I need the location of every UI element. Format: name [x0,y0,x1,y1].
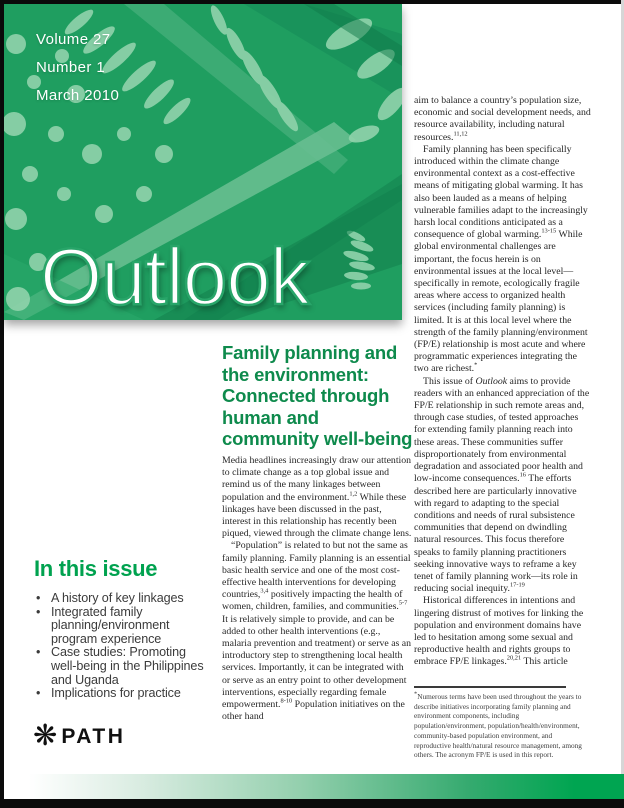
issue-item-label: Case studies: Promoting well-being in the Philippines and Uganda [51,645,204,687]
masthead-number: Number 1 [36,59,106,76]
body-paragraph: Media headlines increasingly draw our attention to climate change as a top global issue and remind us of the many linkages between population and the environment.$^{1,2}$ While these linkages have been discussed in the past, interest in this relationship has recently been piqued, viewed through the climate change lens. [222,455,412,540]
issue-list-item [34,592,212,606]
body-paragraph: This issue of Outlook aims to provide readers with an enhanced appreciation of the FP/E relationship in such remote areas and, through case studies, of tested approaches for extending family planning reach into these areas. These communities suffer disproportionately from environmental degradation and associated poor health and low-income consequences.$^{16}$ The efforts described here are particularly innovative with regard to adapting to the special conditions and needs of rural subsistence communities that depend on dwindling natural resources. This focus therefore speaks to family planning practitioners seeking innovative ways to reframe a key tenet of family planning work—its role in reducing social inequity.$^{17-19}$ [414,375,590,595]
bullet-icon: • [36,604,41,619]
masthead-title: Outlook [40,232,309,321]
cover-photo [4,4,402,320]
body-paragraph: aim to balance a country’s population size, economic and social development needs, and resource availability, including natural resources.$^{11,12}$ [414,95,591,143]
article-column-middle [222,455,412,774]
article-title: Family planning and the environment: Connected through human and community well-being [222,342,413,450]
issue-list-item [34,687,212,701]
issue-panel [34,556,212,701]
bullet-icon: • [36,686,41,701]
issue-item-label: Implications for practice [51,686,181,701]
page-edge-bottom [0,799,624,808]
path-logo-wordmark: PATH [61,724,126,748]
bullet-icon: • [36,591,41,605]
bullet-icon: • [36,645,41,660]
issue-item-label: A history of key linkages [51,591,184,605]
article-column-right [414,95,592,683]
path-logo [33,722,125,751]
body-paragraph: Historical differences in intentions and lingering distrust of motives for linking the population and environment domains have led to hesitation among some sexual and reproductive health and rights groups to embrace FP/E linkages.$^{20,21}$ This article [414,595,584,668]
issue-heading: In this issue [34,556,158,581]
body-paragraph: Family planning has been specifically introduced within the climate change environmental context as a cost-effective means of mitigating global warming. It has also been lauded as a means of helping vulnerable families adapt to the increasingly harsh local conditions anticipated as a consequence of global warming.$^{13-15}$ While global environmental challenges are important, the focus herein is on environmental issues at the local level—specifically in remote, ecologically fragile areas where access to organized health services (including family planning) is limited. It is at this local level where the strength of the family planning/environment (FP/E) relationship is most acute and where programmatic experiences integrating the two are richest.* [414,143,588,375]
masthead-volume: Volume 27 [36,31,111,48]
issue-list [34,592,212,701]
issue-item-label: Integrated family planning/environment program experience [51,604,170,646]
footnote-divider [414,686,566,688]
footnote: *Numerous terms have been used throughout the years to describe initiatives incorporating family planning and environment components, including population/environment, population/health/environment, community-based population environment, and reproductive health/natural resource management, among others. The acronym FP/E is used in this report. [414,690,582,760]
masthead-meta [36,31,119,115]
bottom-gradient-bar [4,774,624,799]
masthead-date: March 2010 [36,87,120,104]
issue-list-item [34,606,212,647]
body-paragraph: “Population” is related to but not the same as family planning. Family planning is an essential basic health service and one of the most cost-effective health interventions for developing countries,$^{3,4}$ positively impacting the health of women, children, families, and communities.$^{5-7}$ It is relatively simple to provide, and can be added to other health interventions (e.g., malaria prevention and treatment) or serve as an introductory step to strengthening local health services. Importantly, it can be integrated with or serve as an entry point to other development interventions, especially regarding female empowerment.$^{8-10}$ Population initiatives on the other hand [222,540,412,723]
path-flower-icon: ❋ [33,720,58,752]
issue-list-item [34,646,212,687]
